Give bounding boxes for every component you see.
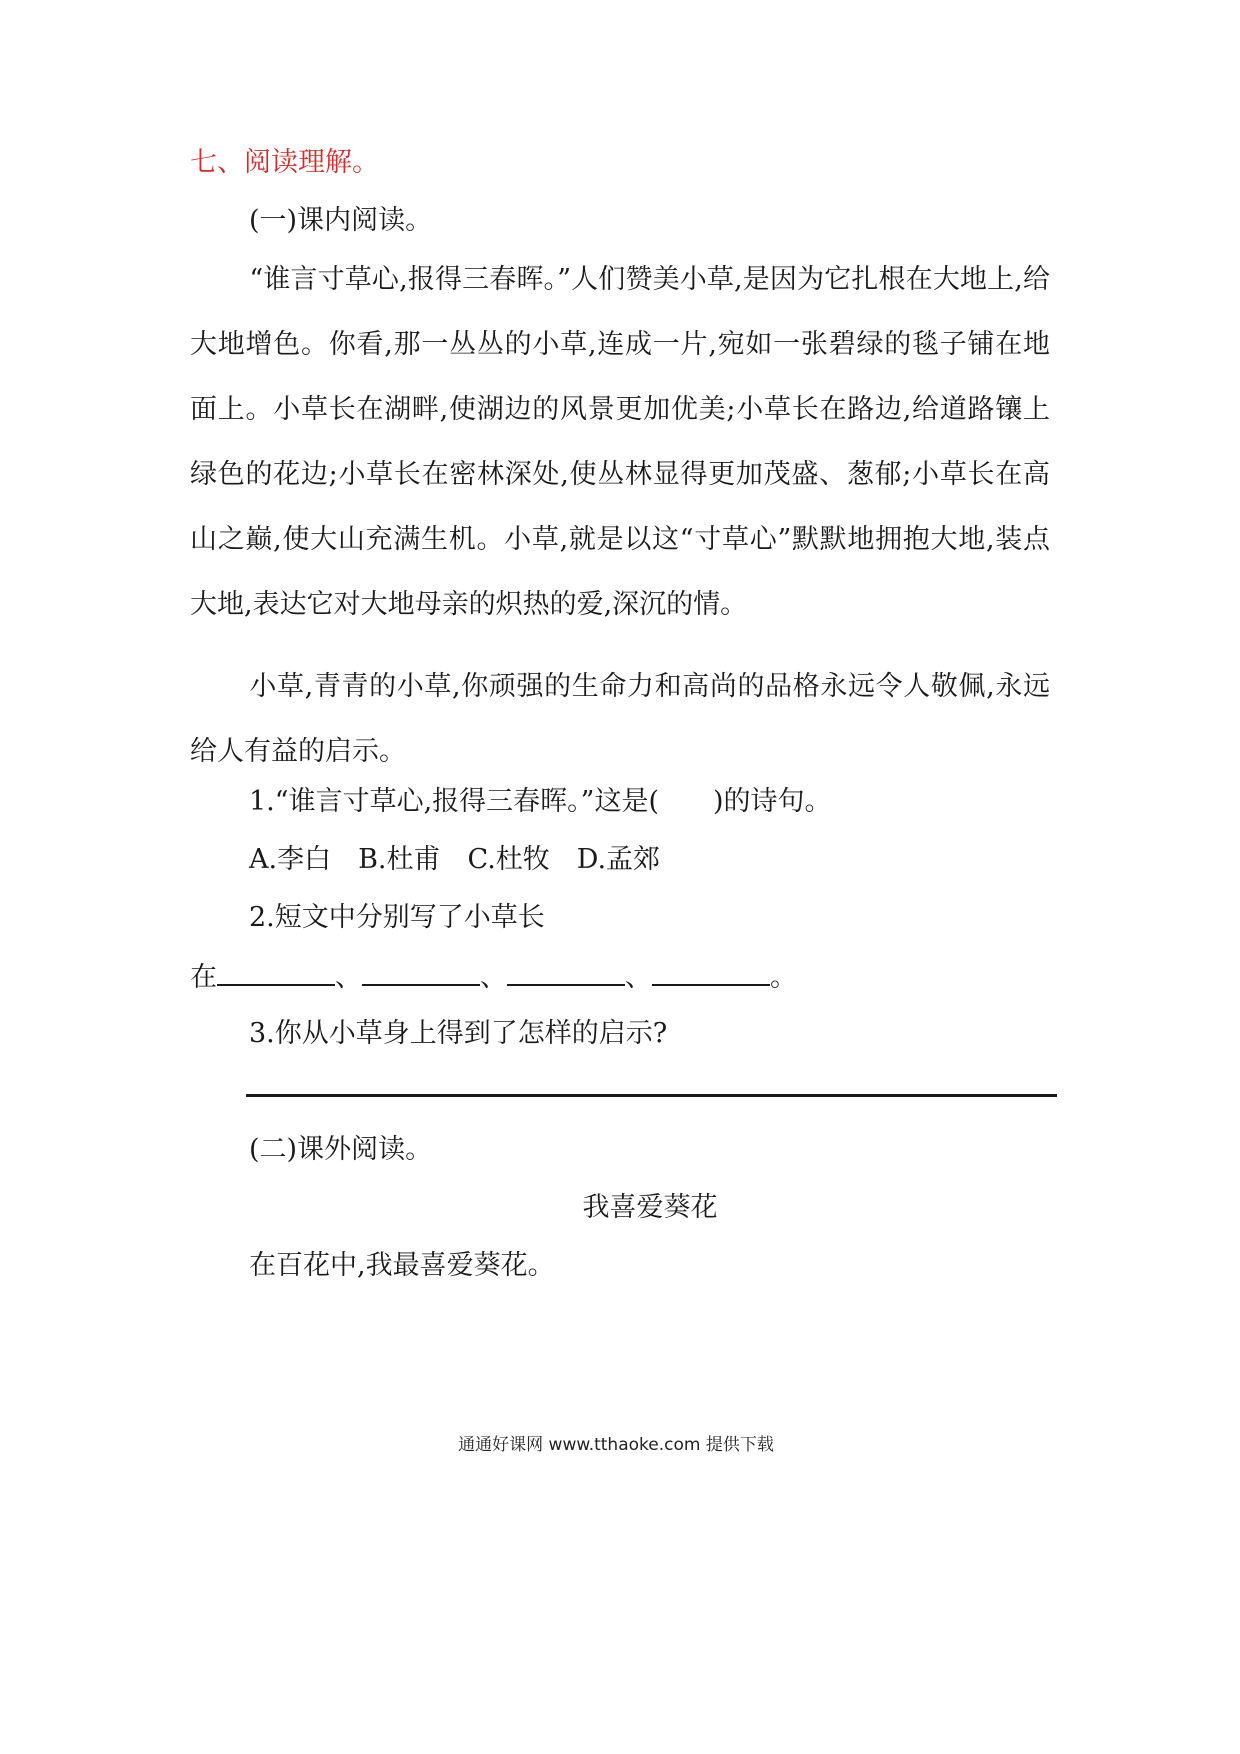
passage-paragraph-2: 小草,青青的小草,你顽强的生命力和高尚的品格永远令人敬佩,永远给人有益的启示。 [190, 671, 1050, 767]
section-heading: 七、阅读理解。 [190, 147, 379, 178]
blank-separator: 、 [625, 962, 652, 993]
blank-separator: 、 [480, 962, 507, 993]
part1-label: (一)课内阅读。 [249, 205, 433, 236]
answer-blank-3[interactable] [507, 956, 625, 986]
part2-label: (二)课外阅读。 [249, 1134, 433, 1165]
answer-blank-1[interactable] [217, 956, 335, 986]
blank-separator: 、 [335, 962, 362, 993]
question-2-prefix: 在 [190, 962, 217, 993]
passage-title: 我喜爱葵花 [582, 1192, 718, 1223]
answer-line-q3[interactable] [246, 1094, 1057, 1097]
question-2-blanks [190, 956, 797, 998]
question-1: 1.“谁言寸草心,报得三春晖。”这是( )的诗句。 [249, 786, 832, 817]
passage-paragraph-1: “谁言寸草心,报得三春晖。”人们赞美小草,是因为它扎根在大地上,给大地增色。你看,那一丛丛的小草,连成一片,宛如一张碧绿的毯子铺在地面上。小草长在湖畔,使湖边的风景更加优美;小草长在路边,给道路镶上绿色的花边;小草长在密林深处,使丛林显得更加茂盛、葱郁;小草长在高山之巅,使大山充满生机。小草,就是以这“寸草心”默默地拥抱大地,装点大地,表达它对大地母亲的炽热的爱,深沉的情。 [190, 264, 1050, 620]
answer-blank-4[interactable] [652, 956, 770, 986]
question-3: 3.你从小草身上得到了怎样的启示? [249, 1018, 668, 1049]
answer-blank-2[interactable] [362, 956, 480, 986]
question-2: 2.短文中分别写了小草长 [249, 902, 545, 933]
page-footer: 通通好课网 www.tthaoke.com 提供下载 [458, 1435, 774, 1455]
question-2-end: 。 [770, 962, 797, 993]
question-1-options: A.李白 B.杜甫 C.杜牧 D.孟郊 [249, 844, 661, 875]
part2-first-line: 在百花中,我最喜爱葵花。 [249, 1250, 555, 1281]
